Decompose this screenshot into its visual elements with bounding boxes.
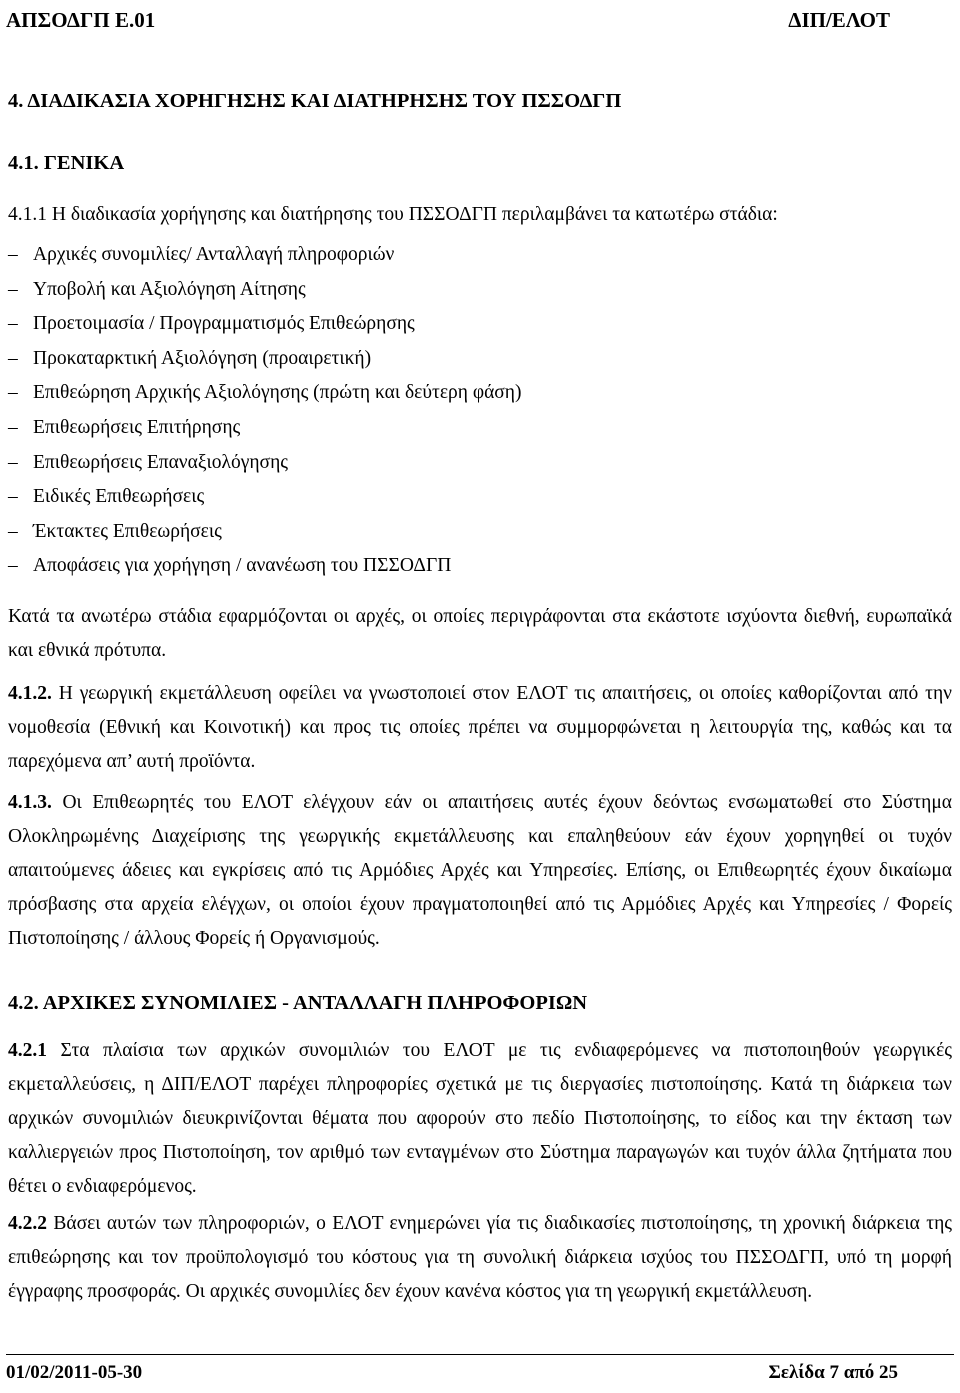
paragraph-number: 4.2.1 — [8, 1040, 47, 1061]
header-doc-code: ΑΠΣΟΔΓΠ Ε.01 — [6, 8, 156, 32]
list-item: – Αποφάσεις για χορήγηση / ανανέωση του ΠΣΣΟΔΓΠ — [8, 549, 952, 584]
footer-page-number: Σελίδα 7 από 25 — [768, 1362, 898, 1383]
dash-bullet: – — [8, 347, 18, 369]
paragraph-text: Στα πλαίσια των αρχικών συνομιλιών του ΕΛΟΤ με τις ενδιαφερόμενες να πιστοποιηθούν γεωργικές εκμεταλλεύσεις, η ΔΙΠ/ΕΛΟΤ παρέχει πληροφορίες σχετικά με τις διεργασίες πιστοποίησης. Κατά τη διάρκεια των αρχικών συνομιλιών διευκρινίζονται θέματα που αφορούν στο πεδίο Πιστοποίησης, το είδος και την έκταση των καλλιεργειών προς Πιστοποίηση, τον αριθμό των ενταγμένων στο Σύστημα παραγωγών και τυχόν άλλα ζητήματα που θέτει ο ενδιαφερόμενος. — [8, 1040, 952, 1197]
paragraph-number: 4.2.2 — [8, 1213, 47, 1234]
list-item: – Αρχικές συνομιλίες/ Ανταλλαγή πληροφοριών — [8, 238, 952, 273]
section-title: 4. ΔΙΑΔΙΚΑΣΙΑ ΧΟΡΗΓΗΣΗΣ ΚΑΙ ΔΙΑΤΗΡΗΣΗΣ ΤΟΥ ΠΣΣΟΔΓΠ — [8, 90, 622, 112]
paragraph-4-1-2 — [8, 677, 952, 779]
paragraph-number: 4.1.2. — [8, 683, 52, 704]
list-item: – Επιθεωρήσεις Επαναξιολόγησης — [8, 446, 952, 481]
paragraph-number: 4.1.1 — [8, 204, 47, 225]
footer-date: 01/02/2011-05-30 — [6, 1362, 143, 1383]
page-footer — [0, 1353, 960, 1393]
dash-bullet: – — [8, 555, 18, 577]
list-item: – Επιθεωρήσεις Επιτήρησης — [8, 411, 952, 446]
paragraph-text: Οι Επιθεωρητές του ΕΛΟΤ ελέγχουν εάν οι απαιτήσεις αυτές έχουν δεόντως ενσωματωθεί στο Σύστημα Ολοκληρωμένης Διαχείρισης της γεωργικής εκμετάλλευσης και επαληθεύουν εάν έχουν χορηγηθεί οι τυχόν απαιτούμενες άδειες και εγκρίσεις από τις Αρμόδιες Αρχές και Υπηρεσίες. Επίσης, οι Επιθεωρητές έχουν δικαίωμα πρόσβασης στα αρχεία ελέγχων, οι οποίοι έχουν πραγματοποιηθεί από τις Αρμόδιες Αρχές και Υπηρεσίες / Φορείς Πιστοποίησης / άλλους Φορείς ή Οργανισμούς. — [8, 792, 952, 949]
list-item: – Προετοιμασία / Προγραμματισμός Επιθεώρησης — [8, 307, 952, 342]
dash-bullet: – — [8, 416, 18, 438]
subsection-title-4-2: 4.2. ΑΡΧΙΚΕΣ ΣΥΝΟΜΙΛΙΕΣ - ΑΝΤΑΛΛΑΓΗ ΠΛΗΡΟΦΟΡΙΩΝ — [8, 992, 588, 1014]
header-department: ΔΙΠ/ΕΛΟΤ — [788, 8, 890, 32]
dash-bullet: – — [8, 278, 18, 300]
list-item: – Ειδικές Επιθεωρήσεις — [8, 480, 952, 515]
footer-divider — [6, 1354, 954, 1355]
stages-note: Κατά τα ανωτέρω στάδια εφαρμόζονται οι αρχές, οι οποίες περιγράφονται στα εκάστοτε ισχύοντα διεθνή, ευρωπαϊκά και εθνικά πρότυπα. — [8, 606, 952, 661]
paragraph-text: Βάσει αυτών των πληροφοριών, ο ΕΛΟΤ ενημερώνει γία τις διαδικασίες πιστοποίησης, τη χρονική διάρκεια της επιθεώρησης και τον προϋπολογισμό του κόστους για τη συνολική διάρκεια ισχύος του ΠΣΣΟΔΓΠ, υπό τη μορφή έγγραφης προσφοράς. Οι αρχικές συνομιλίες δεν έχουν κανένα κόστος για τη γεωργική εκμετάλλευση. — [8, 1213, 952, 1302]
list-item: – Επιθεώρηση Αρχικής Αξιολόγησης (πρώτη και δεύτερη φάση) — [8, 376, 952, 411]
paragraph-4-1-1 — [8, 204, 952, 226]
list-item: – Υποβολή και Αξιολόγηση Αίτησης — [8, 273, 952, 308]
stages-list — [8, 238, 952, 584]
paragraph-4-1-3 — [8, 786, 952, 956]
paragraph-text: Η γεωργική εκμετάλλευση οφείλει να γνωστοποιεί στον ΕΛΟΤ τις απαιτήσεις, οι οποίες καθορίζονται από την νομοθεσία (Εθνική και Κοινοτική) και προς τις οποίες πρέπει να συμμορφώνεται η λειτουργία της, καθώς και τα παρεχόμενα απ’ αυτή προϊόντα. — [8, 683, 952, 772]
page-header — [6, 8, 952, 38]
list-item: – Έκτακτες Επιθεωρήσεις — [8, 515, 952, 550]
paragraph-4-2-1 — [8, 1034, 952, 1204]
paragraph-text: Η διαδικασία χορήγησης και διατήρησης του ΠΣΣΟΔΓΠ περιλαμβάνει τα κατωτέρω στάδια: — [47, 204, 778, 225]
list-item: – Προκαταρκτική Αξιολόγηση (προαιρετική) — [8, 342, 952, 377]
dash-bullet: – — [8, 244, 18, 265]
dash-bullet: – — [8, 313, 18, 335]
paragraph-4-2-2 — [8, 1207, 952, 1309]
dash-bullet: – — [8, 520, 18, 542]
subsection-title-4-1: 4.1. ΓΕΝΙΚΑ — [8, 152, 125, 174]
dash-bullet: – — [8, 382, 18, 404]
paragraph-number: 4.1.3. — [8, 792, 52, 813]
dash-bullet: – — [8, 451, 18, 473]
dash-bullet: – — [8, 486, 18, 508]
